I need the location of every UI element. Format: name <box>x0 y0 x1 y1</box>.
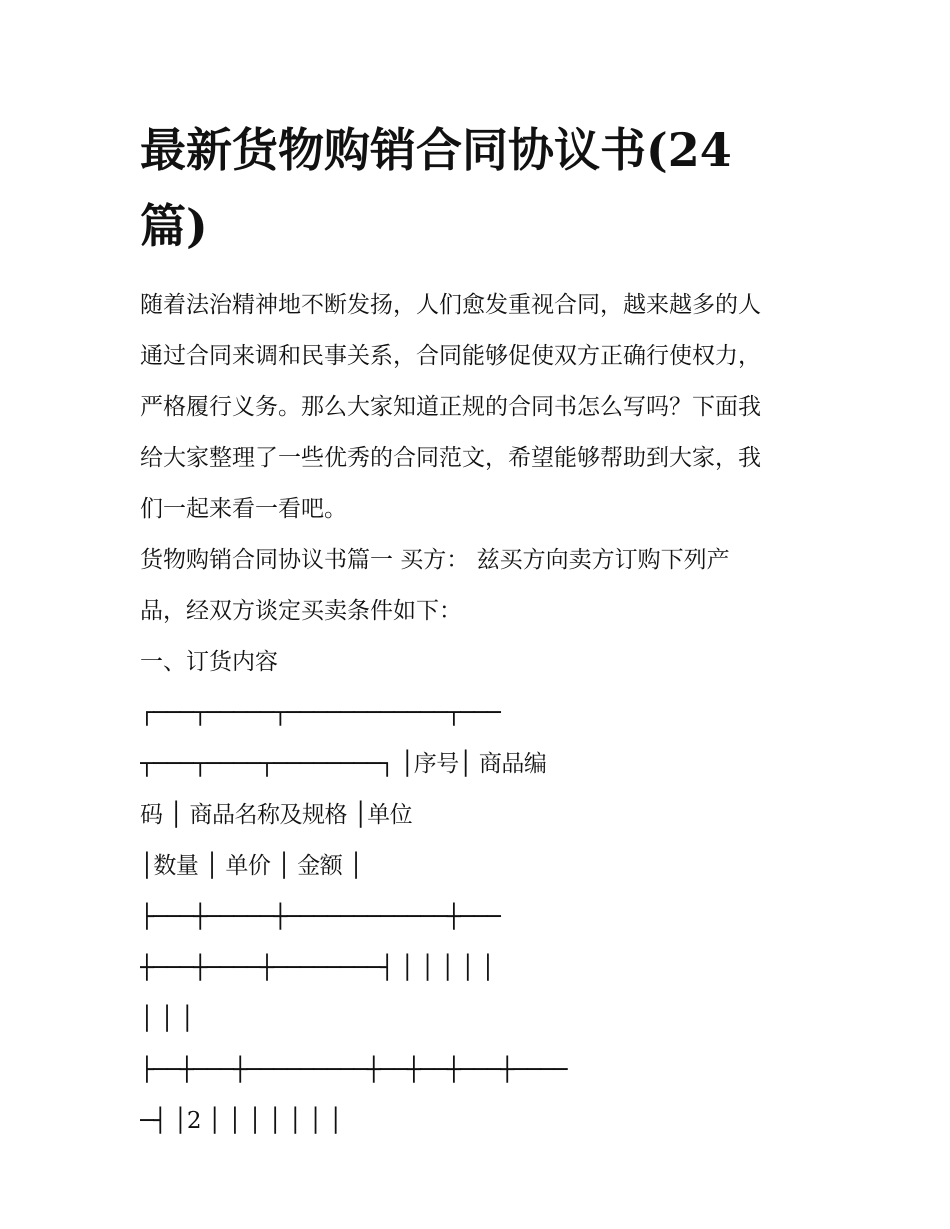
table-line: │ │ │ <box>140 1006 194 1032</box>
table-line: 码 │ 商品名称及规格 │单位 <box>140 802 413 828</box>
contract-section <box>140 535 812 688</box>
title-line-2: 篇) <box>140 199 208 253</box>
section-line: 货物购销合同协议书篇一 买方： 兹买方向卖方订购下列产 <box>140 547 730 573</box>
document-page <box>140 112 812 1147</box>
order-table-text <box>140 688 812 1147</box>
table-line: │数量 │ 单价 │ 金额 │ <box>140 853 363 879</box>
table-line: ┌───┬─────┬────────────┬─── <box>140 700 501 726</box>
table-line: ┼───┼────┼────────┤ │ │ │ │ │ <box>140 955 495 981</box>
table-line: ├──┼───┼─────────┼──┼──┼───┼──── <box>140 1057 568 1083</box>
section-line: 品，经双方谈定买卖条件如下： <box>140 598 462 624</box>
section-heading: 一、订货内容 <box>140 649 278 675</box>
title-line-1: 最新货物购销合同协议书(24 <box>140 123 732 177</box>
intro-line: 随着法治精神地不断发扬，人们愈发重视合同，越来越多的人 <box>140 292 761 318</box>
intro-line: 严格履行义务。那么大家知道正规的合同书怎么写吗？下面我 <box>140 394 761 420</box>
intro-line: 给大家整理了一些优秀的合同范文，希望能够帮助到大家，我 <box>140 445 761 471</box>
document-title <box>140 112 812 264</box>
table-line: ┬───┬────┬────────┐ │序号│ 商品编 <box>140 751 547 777</box>
intro-line: 通过合同来调和民事关系，合同能够促使双方正确行使权力， <box>140 343 761 369</box>
table-line: ├───┼─────┼────────────┼─── <box>140 904 501 930</box>
intro-paragraph <box>140 280 812 535</box>
intro-line: 们一起来看一看吧。 <box>140 496 347 522</box>
table-line: ─┤ │2 │ │ │ │ │ │ │ <box>140 1108 343 1134</box>
